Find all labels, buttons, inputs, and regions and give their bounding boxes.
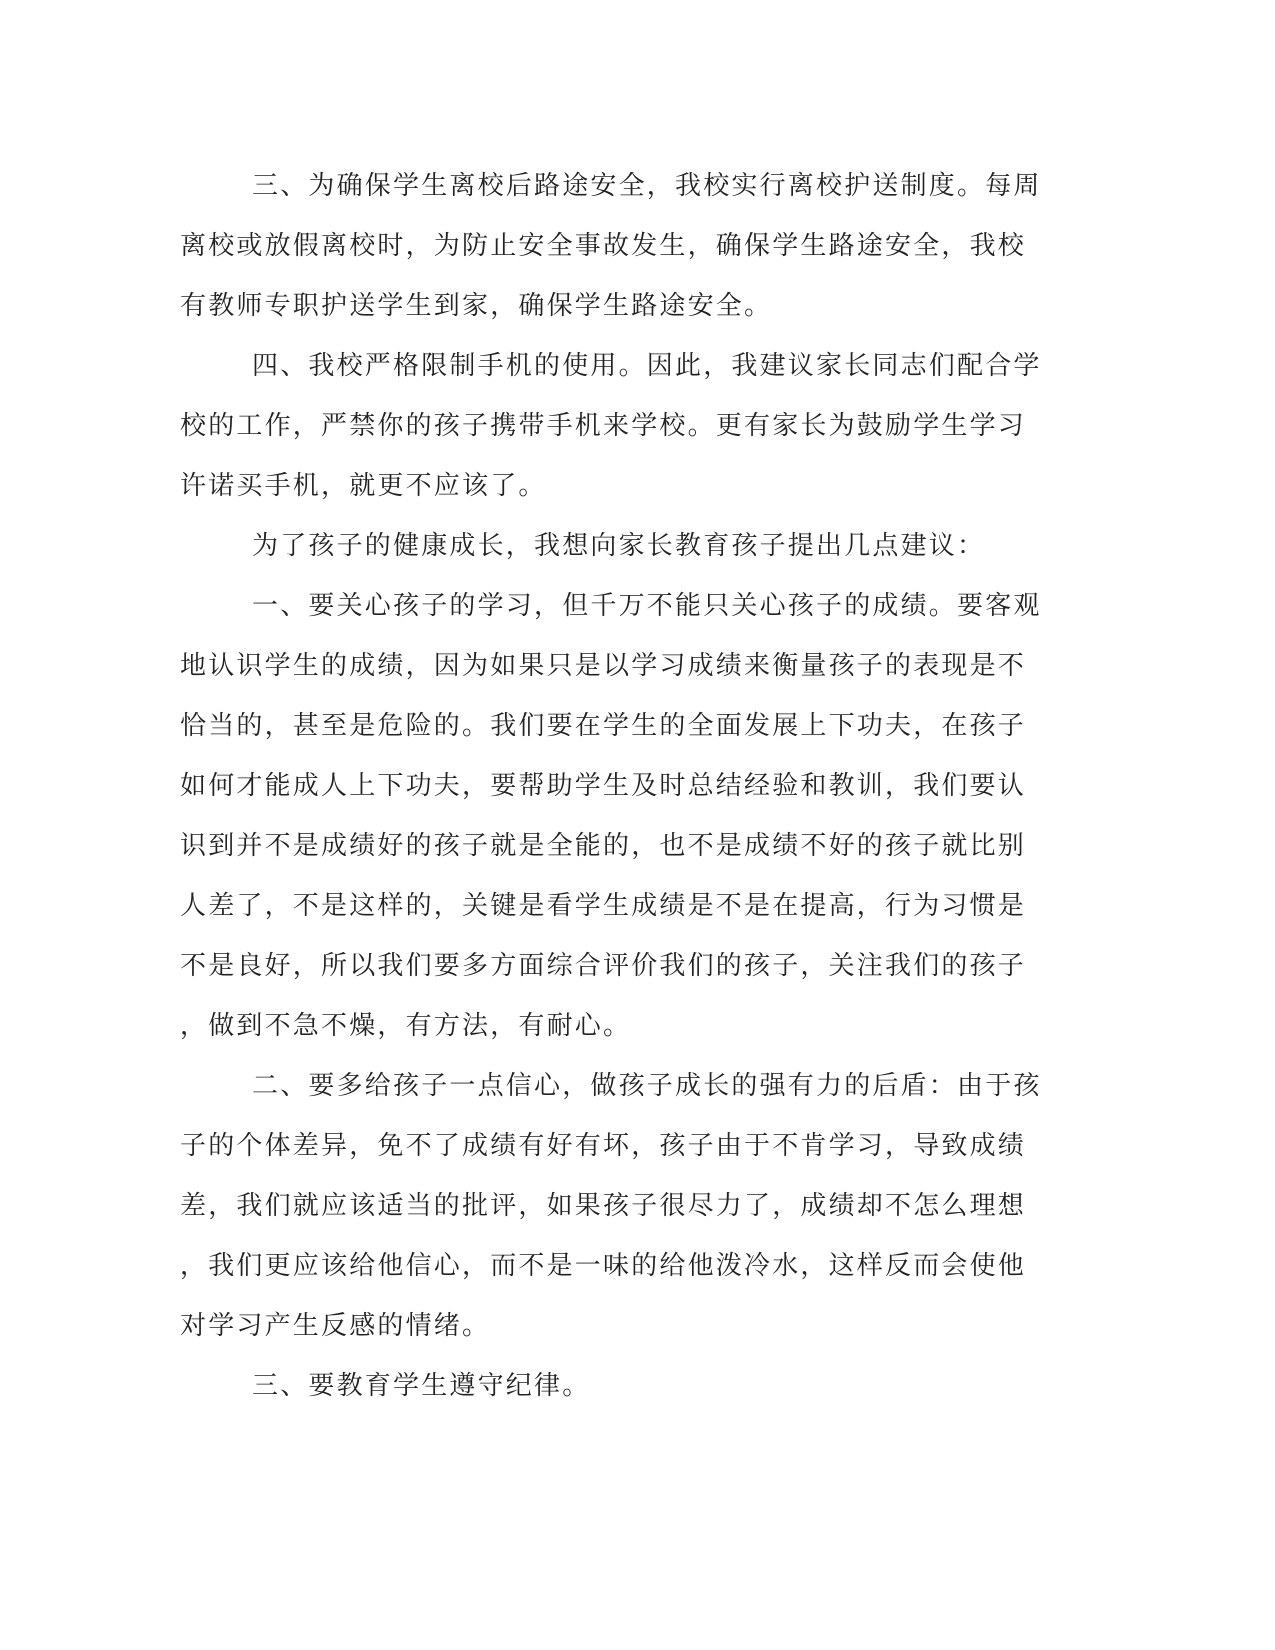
document-body <box>180 156 1042 1416</box>
paragraph-phones <box>180 336 1042 516</box>
text-line: 许诺买手机，就更不应该了。 <box>180 471 547 501</box>
text-line: 对学习产生反感的情绪。 <box>180 1311 491 1341</box>
text-line: 恰当的，甚至是危险的。我们要在学生的全面发展上下功夫，在孩子 <box>180 711 1027 741</box>
paragraph-suggestion-three <box>180 1356 1030 1416</box>
paragraph-suggestion-one <box>180 576 1042 1056</box>
text-line: 离校或放假离校时，为防止安全事故发生，确保学生路途安全，我校 <box>180 231 1027 261</box>
text-line: 为了孩子的健康成长，我想向家长教育孩子提出几点建议： <box>252 531 986 561</box>
text-line: 三、为确保学生离校后路途安全，我校实行离校护送制度。每周 <box>252 171 1042 201</box>
text-line: 地认识学生的成绩，因为如果只是以学习成绩来衡量孩子的表现是不 <box>180 651 1027 681</box>
paragraph-suggestions-intro <box>180 516 1030 576</box>
text-line: 人差了，不是这样的，关键是看学生成绩是不是在提高，行为习惯是 <box>180 891 1027 921</box>
text-line: 四、我校严格限制手机的使用。因此，我建议家长同志们配合学 <box>252 351 1042 381</box>
text-line: 一、要关心孩子的学习，但千万不能只关心孩子的成绩。要客观 <box>252 591 1042 621</box>
paragraph-suggestion-two <box>180 1056 1042 1356</box>
text-line: 差，我们就应该适当的批评，如果孩子很尽力了，成绩却不怎么理想 <box>180 1191 1027 1221</box>
text-line: ，做到不急不燥，有方法，有耐心。 <box>180 1011 632 1041</box>
text-line: ，我们更应该给他信心，而不是一味的给他泼冷水，这样反而会使他 <box>180 1251 1027 1281</box>
text-line: 子的个体差异，免不了成绩有好有坏，孩子由于不肯学习，导致成绩 <box>180 1131 1027 1161</box>
text-line: 校的工作，严禁你的孩子携带手机来学校。更有家长为鼓励学生学习 <box>180 411 1027 441</box>
text-line: 不是良好，所以我们要多方面综合评价我们的孩子，关注我们的孩子 <box>180 951 1027 981</box>
text-line: 二、要多给孩子一点信心，做孩子成长的强有力的后盾：由于孩 <box>252 1071 1042 1101</box>
text-line: 如何才能成人上下功夫，要帮助学生及时总结经验和教训，我们要认 <box>180 771 1027 801</box>
paragraph-escort <box>180 156 1042 336</box>
text-line: 三、要教育学生遵守纪律。 <box>252 1371 591 1401</box>
text-line: 有教师专职护送学生到家，确保学生路途安全。 <box>180 291 773 321</box>
text-line: 识到并不是成绩好的孩子就是全能的，也不是成绩不好的孩子就比别 <box>180 831 1027 861</box>
